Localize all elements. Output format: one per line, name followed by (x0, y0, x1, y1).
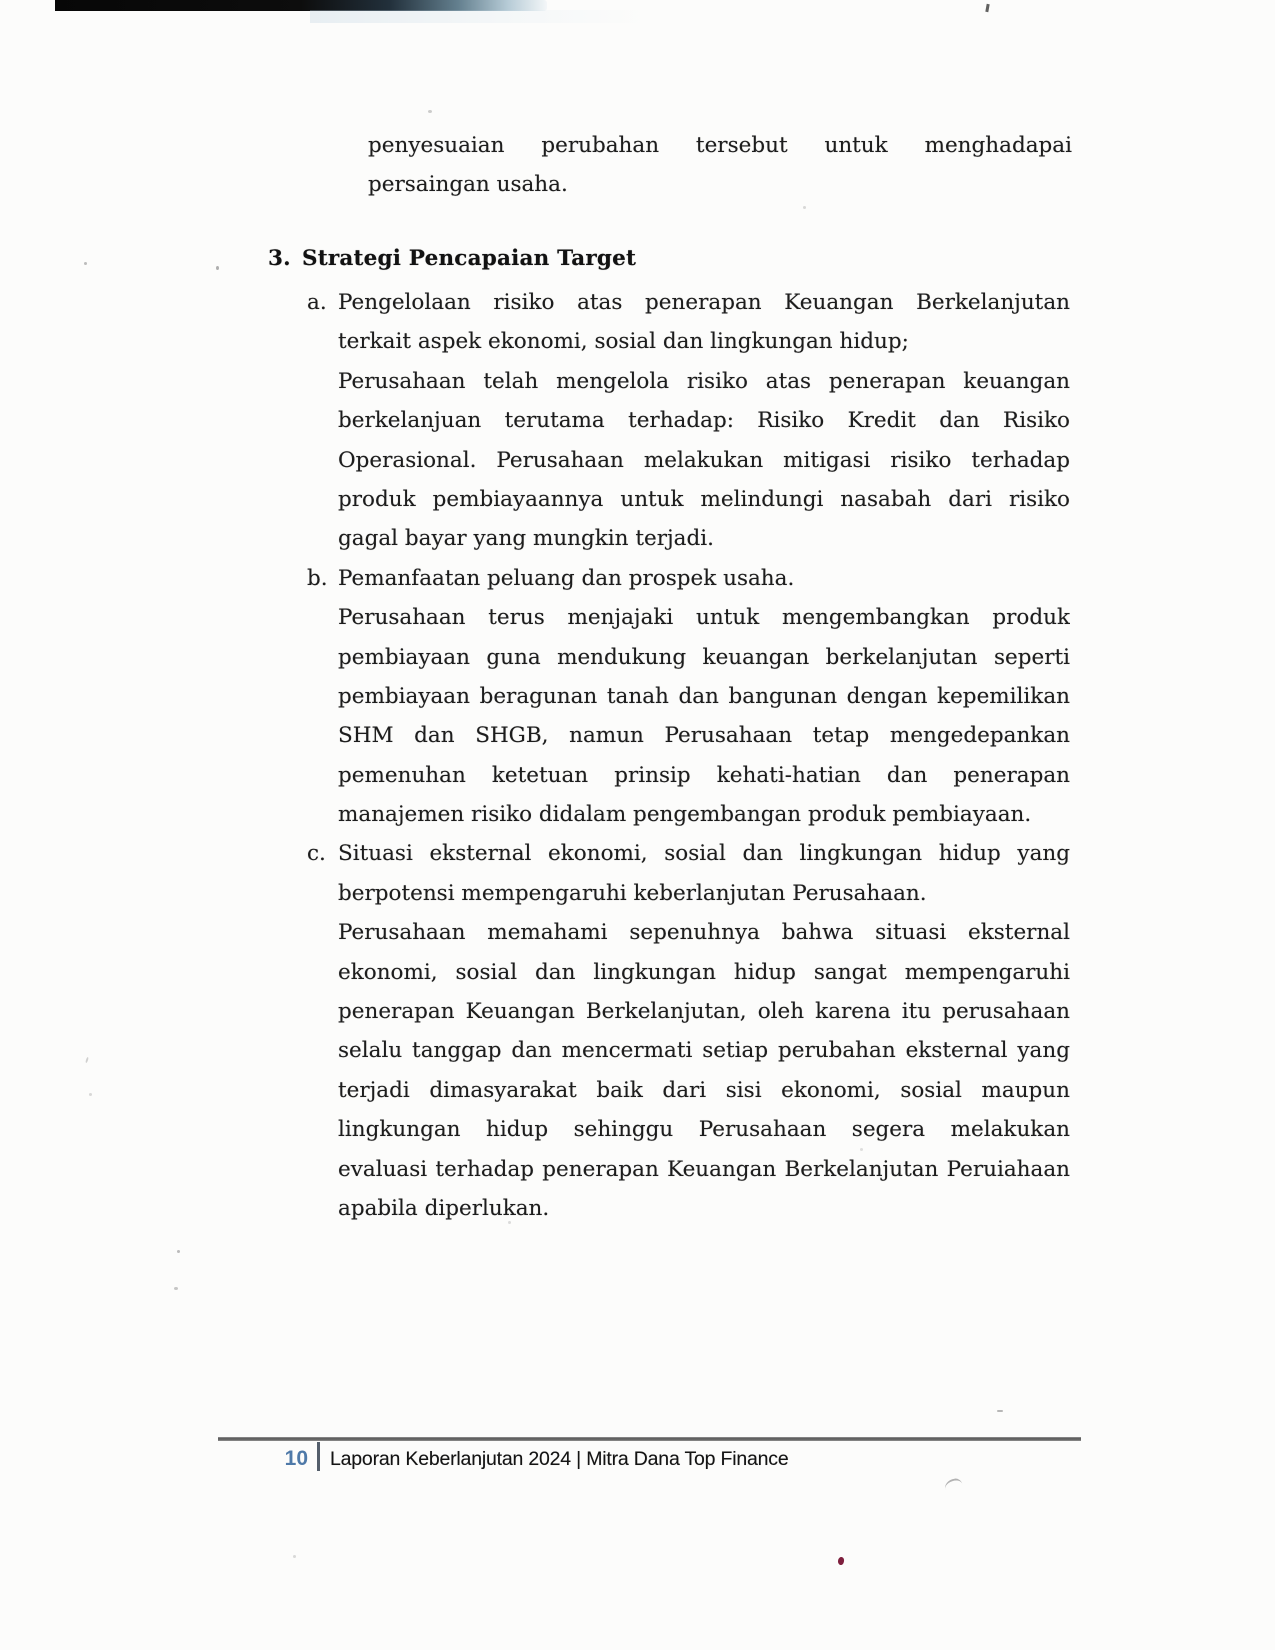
text-line: terkait aspek ekonomi, sosial dan lingkungan hidup; (338, 329, 909, 355)
list-item-label: b. (307, 565, 328, 591)
list-item-b (307, 559, 1070, 835)
list-item-c (307, 834, 1070, 1228)
page-number: 10 (284, 1447, 308, 1470)
text-line: lingkungan hidup sehinggu Perusahaan segera melakukan (338, 1117, 1070, 1143)
list-item-a (307, 283, 1070, 559)
text-line: produk pembiayaannya untuk melindungi nasabah dari risiko (338, 486, 1070, 512)
footer-separator (317, 1442, 320, 1471)
text-line: manajemen risiko didalam pengembangan produk pembiayaan. (338, 802, 1032, 828)
scan-speck (428, 110, 432, 113)
text-line: terjadi dimasyarakat baik dari sisi ekonomi, sosial maupun (338, 1077, 1070, 1103)
text-line: Pengelolaan risiko atas penerapan Keuangan Berkelanjutan (338, 290, 1070, 315)
text-line: apabila diperlukan. (338, 1195, 550, 1221)
text-line: selalu tanggap dan mencermati setiap perubahan eksternal yang (338, 1038, 1070, 1064)
text-line: Perusahaan terus menjajaki untuk mengembangkan produk (338, 605, 1070, 631)
text-line: pembiayaan guna mendukung keuangan berkelanjutan seperti (338, 644, 1070, 670)
intro-paragraph (368, 126, 1072, 205)
list-item-label: c. (307, 841, 326, 867)
text-line: evaluasi terhadap penerapan Keuangan Berkelanjutan Peruiahaan (338, 1156, 1070, 1182)
section-heading (268, 245, 636, 273)
scan-mark (943, 1477, 962, 1490)
text-line: SHM dan SHGB, namun Perusahaan tetap mengedepankan (338, 723, 1070, 749)
scan-speck (89, 1093, 92, 1096)
footer-rule (218, 1437, 1081, 1441)
scan-speck (84, 262, 87, 265)
list-item-label: a. (307, 290, 327, 315)
section-number: 3. (268, 246, 291, 271)
text-line: penyesuaian perubahan tersebut untuk menghadapai (368, 133, 1072, 158)
scan-speck (216, 266, 219, 270)
scan-speck (177, 1250, 180, 1253)
section-title: Strategi Pencapaian Target (302, 246, 637, 271)
scan-speck (997, 1410, 1003, 1412)
text-line: Pemanfaatan peluang dan prospek usaha. (338, 565, 795, 591)
text-line: Operasional. Perusahaan melakukan mitigasi risiko terhadap (338, 447, 1070, 473)
footer-text: Laporan Keberlanjutan 2024 | Mitra Dana Top Finance (330, 1448, 789, 1470)
scan-speck (174, 1287, 178, 1290)
text-line: Perusahaan memahami sepenuhnya bahwa situasi eksternal (338, 920, 1070, 946)
scan-speck (985, 4, 989, 12)
text-line: gagal bayar yang mungkin terjadi. (338, 526, 714, 552)
text-line: berpotensi mempengaruhi keberlanjutan Perusahaan. (338, 880, 927, 906)
text-line: ekonomi, sosial dan lingkungan hidup sangat mempengaruhi (338, 959, 1070, 985)
text-line: persaingan usaha. (368, 172, 568, 198)
scan-smear (310, 10, 650, 23)
scan-speck (293, 1555, 296, 1558)
section-list (307, 283, 1070, 1228)
scan-speck (803, 206, 806, 209)
ink-dot (837, 1556, 845, 1565)
text-line: pemenuhan ketetuan prinsip kehati-hatian dan penerapan (338, 762, 1070, 788)
text-line: pembiayaan beragunan tanah dan bangunan dengan kepemilikan (338, 683, 1070, 709)
text-line: Perusahaan telah mengelola risiko atas penerapan keuangan (338, 368, 1070, 394)
text-line: penerapan Keuangan Berkelanjutan, oleh karena itu perusahaan (338, 999, 1070, 1025)
text-line: Situasi eksternal ekonomi, sosial dan lingkungan hidup yang (338, 841, 1070, 867)
scan-speck (85, 1057, 89, 1063)
text-line: berkelanjuan terutama terhadap: Risiko Kredit dan Risiko (338, 408, 1070, 434)
